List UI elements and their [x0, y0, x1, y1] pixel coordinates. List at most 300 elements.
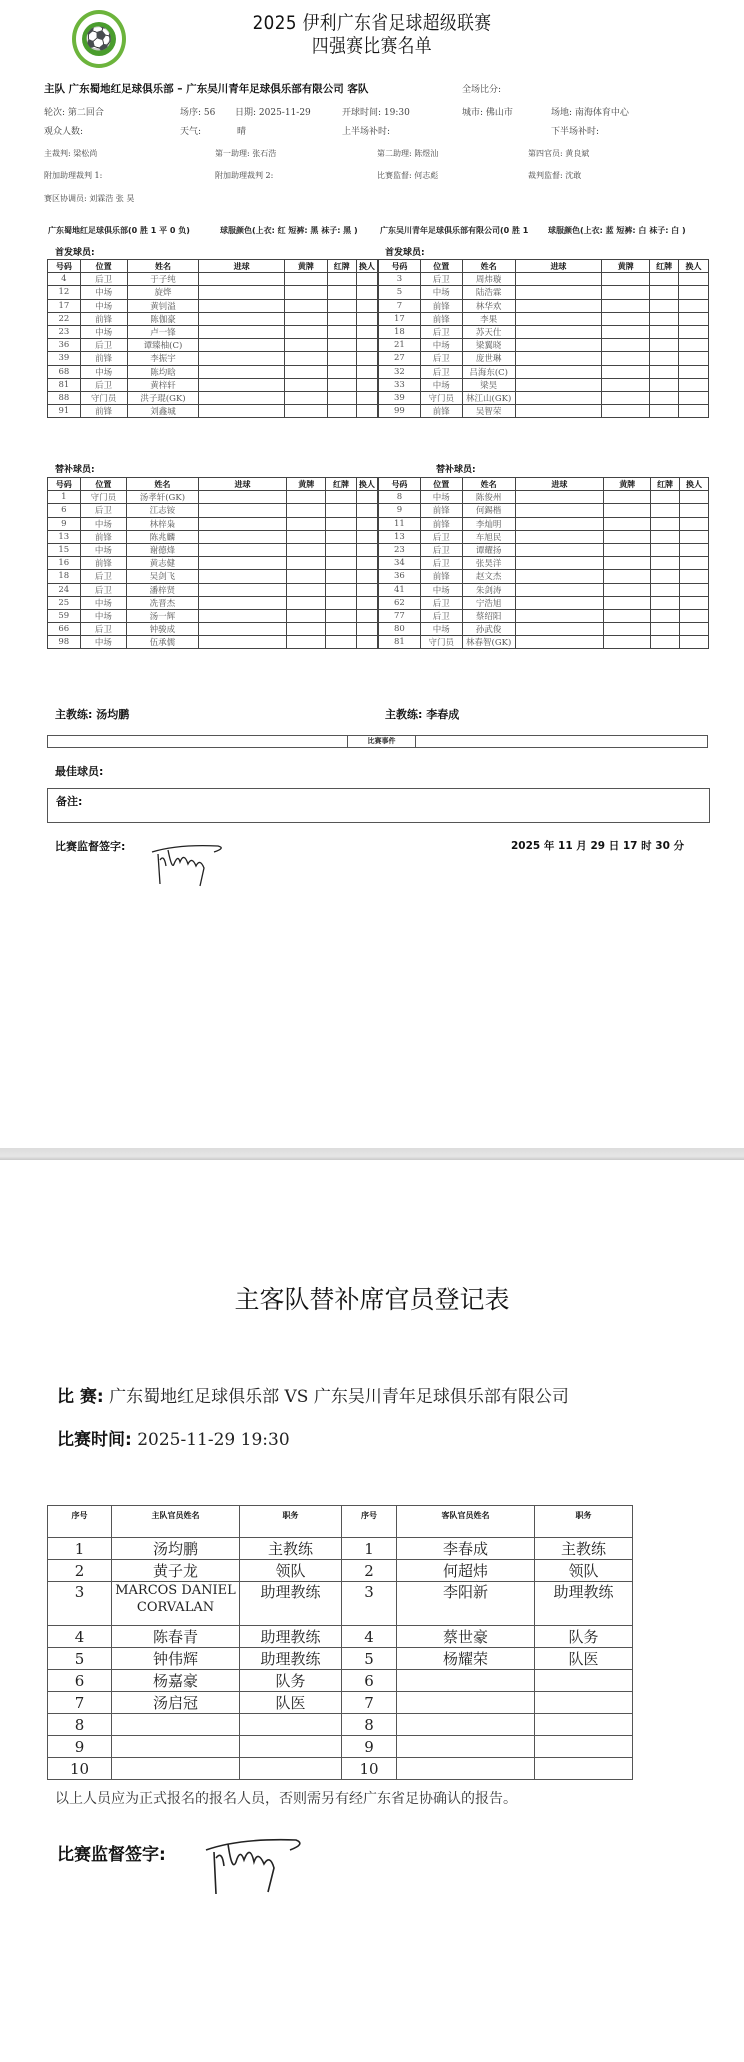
- yellow-cell: [284, 378, 327, 391]
- yellow-cell: [287, 623, 326, 636]
- sub-cell: [356, 504, 377, 517]
- round: 轮次: 第二回合: [44, 108, 104, 118]
- table-row: [48, 1648, 633, 1670]
- seq: 9: [48, 1736, 112, 1758]
- player-number: 68: [48, 365, 81, 378]
- goals-cell: [515, 352, 602, 365]
- player-position: 守门员: [420, 391, 462, 404]
- table-row: [379, 596, 709, 609]
- goals-cell: [515, 365, 602, 378]
- player-position: 中场: [420, 623, 462, 636]
- yellow-cell: [604, 583, 651, 596]
- col-goals: 进球: [515, 478, 604, 491]
- player-number: 24: [48, 583, 81, 596]
- player-name: 蔡绍阳: [462, 609, 515, 622]
- player-name: 吴剑飞: [127, 570, 199, 583]
- col-position: 位置: [80, 478, 127, 491]
- away-kit-colors: 球服颜色(上衣: 蓝 短裤: 白 袜子: 白 ): [548, 226, 686, 235]
- seq: 6: [48, 1670, 112, 1692]
- table-row: [48, 339, 378, 352]
- player-position: 后卫: [420, 273, 462, 286]
- red-cell: [650, 325, 679, 338]
- goals-cell: [515, 504, 604, 517]
- table-row: [48, 636, 378, 649]
- yellow-cell: [287, 543, 326, 556]
- goals-cell: [515, 530, 604, 543]
- red-cell: [327, 391, 356, 404]
- player-position: 前锋: [420, 299, 462, 312]
- goals-cell: [515, 378, 602, 391]
- sub-cell: [680, 596, 709, 609]
- red-cell: [326, 623, 357, 636]
- red-cell: [326, 530, 357, 543]
- player-position: 中场: [80, 286, 127, 299]
- player-name: 赵文杰: [462, 570, 515, 583]
- col-red: 红牌: [327, 260, 356, 273]
- table-row: [48, 1626, 633, 1648]
- col-number: 号码: [48, 478, 81, 491]
- home-role: 主教练: [240, 1538, 342, 1560]
- table-row: [379, 543, 709, 556]
- yellow-cell: [602, 286, 650, 299]
- col-seq-away: 序号: [342, 1506, 397, 1538]
- player-number: 3: [379, 273, 421, 286]
- first-half-added-time: 上半场补时:: [342, 127, 391, 137]
- match-no: 场序: 56: [180, 108, 216, 118]
- player-name: 李振宇: [127, 352, 199, 365]
- table-row: [379, 299, 709, 312]
- red-cell: [326, 636, 357, 649]
- sub-cell: [356, 557, 377, 570]
- col-position: 位置: [420, 478, 462, 491]
- goals-cell: [198, 530, 287, 543]
- match-value: 广东蜀地红足球俱乐部 VS 广东吴川青年足球俱乐部有限公司: [109, 1387, 569, 1407]
- away-role: 领队: [535, 1560, 633, 1582]
- player-position: 中场: [80, 543, 127, 556]
- goals-cell: [198, 504, 287, 517]
- player-position: 中场: [420, 583, 462, 596]
- table-row: [379, 325, 709, 338]
- red-cell: [650, 273, 679, 286]
- player-number: 62: [379, 596, 421, 609]
- red-cell: [327, 273, 356, 286]
- table-row: [379, 378, 709, 391]
- yellow-cell: [287, 491, 326, 504]
- table-row: [48, 312, 378, 325]
- home-official: 汤启冠: [112, 1692, 240, 1714]
- away-role: [535, 1736, 633, 1758]
- player-position: 中场: [80, 609, 127, 622]
- col-number: 号码: [379, 260, 421, 273]
- table-row: [48, 491, 378, 504]
- player-name: 潘梓贤: [127, 583, 199, 596]
- goals-cell: [515, 557, 604, 570]
- goals-cell: [515, 609, 604, 622]
- table-row: [379, 352, 709, 365]
- sub-cell: [356, 405, 377, 418]
- home-role: 助理教练: [240, 1648, 342, 1670]
- table-row: [48, 273, 378, 286]
- goals-cell: [199, 325, 284, 338]
- seq: 5: [342, 1648, 397, 1670]
- yellow-cell: [604, 517, 651, 530]
- sub-cell: [680, 636, 709, 649]
- player-name: 黄钊溢: [127, 299, 199, 312]
- sub-cell: [356, 273, 377, 286]
- yellow-cell: [287, 596, 326, 609]
- yellow-cell: [604, 557, 651, 570]
- player-position: 前锋: [80, 312, 127, 325]
- table-row: [48, 1692, 633, 1714]
- player-emblem-icon: ⚽: [82, 22, 116, 56]
- away-role: 助理教练: [535, 1582, 633, 1626]
- sub-cell: [680, 623, 709, 636]
- player-number: 91: [48, 405, 81, 418]
- bench-officials-page: [0, 1160, 744, 2062]
- red-cell: [650, 286, 679, 299]
- red-cell: [651, 557, 680, 570]
- away-role: [535, 1758, 633, 1780]
- yellow-cell: [604, 504, 651, 517]
- col-red: 红牌: [651, 478, 680, 491]
- player-position: 后卫: [420, 596, 462, 609]
- table-row: [379, 504, 709, 517]
- sub-cell: [680, 491, 709, 504]
- table-row: [48, 405, 378, 418]
- table-row: [379, 405, 709, 418]
- seq: 7: [48, 1692, 112, 1714]
- player-position: 后卫: [420, 609, 462, 622]
- home-head-coach: 主教练: 汤均鹏: [55, 708, 130, 721]
- home-starters-label: 首发球员:: [55, 248, 95, 258]
- yellow-cell: [284, 325, 327, 338]
- yellow-cell: [284, 365, 327, 378]
- away-role: [535, 1692, 633, 1714]
- away-official: 李春成: [397, 1538, 535, 1560]
- player-name: 张昊洋: [462, 557, 515, 570]
- player-name: 吕海东(C): [462, 365, 515, 378]
- player-number: 41: [379, 583, 421, 596]
- player-number: 34: [379, 557, 421, 570]
- player-position: 前锋: [80, 530, 127, 543]
- table-row: [48, 583, 378, 596]
- away-subs-label: 替补球员:: [436, 465, 476, 475]
- red-cell: [651, 504, 680, 517]
- home-role: 助理教练: [240, 1582, 342, 1626]
- away-official: 杨耀荣: [397, 1648, 535, 1670]
- player-name: 孙武俊: [462, 623, 515, 636]
- sub-cell: [680, 517, 709, 530]
- goals-cell: [199, 339, 284, 352]
- goals-cell: [198, 557, 287, 570]
- additional-ar-1: 附加助理裁判 1:: [44, 171, 103, 180]
- away-starters-label: 首发球员:: [385, 248, 425, 258]
- away-subs-table: [378, 477, 709, 649]
- player-number: 1: [48, 491, 81, 504]
- player-number: 17: [48, 299, 81, 312]
- table-row: [379, 312, 709, 325]
- player-number: 16: [48, 557, 81, 570]
- red-cell: [326, 596, 357, 609]
- player-position: 中场: [420, 286, 462, 299]
- table-row: [379, 530, 709, 543]
- player-position: 中场: [80, 596, 127, 609]
- home-official: [112, 1714, 240, 1736]
- seq: 8: [342, 1714, 397, 1736]
- table-row: [48, 504, 378, 517]
- yellow-cell: [602, 299, 650, 312]
- player-number: 39: [379, 391, 421, 404]
- player-position: 前锋: [420, 312, 462, 325]
- red-cell: [326, 543, 357, 556]
- red-cell: [650, 365, 679, 378]
- events-left-cell: [48, 736, 348, 747]
- yellow-cell: [602, 325, 650, 338]
- bench-officials-table: [47, 1505, 633, 1780]
- player-number: 18: [379, 325, 421, 338]
- yellow-cell: [284, 312, 327, 325]
- player-number: 33: [379, 378, 421, 391]
- away-official: [397, 1736, 535, 1758]
- sub-cell: [356, 596, 377, 609]
- player-name: 林春智(GK): [462, 636, 515, 649]
- player-position: 后卫: [420, 543, 462, 556]
- goals-cell: [515, 570, 604, 583]
- sub-cell: [679, 352, 709, 365]
- player-position: 守门员: [420, 636, 462, 649]
- away-role: 队务: [535, 1626, 633, 1648]
- red-cell: [327, 312, 356, 325]
- away-official: [397, 1714, 535, 1736]
- player-name: 陈伽豪: [127, 312, 199, 325]
- table-row: [379, 517, 709, 530]
- table-header-row: [48, 478, 378, 491]
- second-half-added-time: 下半场补时:: [551, 127, 600, 137]
- red-cell: [327, 325, 356, 338]
- table-row: [48, 596, 378, 609]
- match-time-value: 2025-11-29 19:30: [137, 1430, 290, 1450]
- assistant-referee-1: 第一助理: 张石浩: [215, 149, 277, 158]
- table-row: [48, 530, 378, 543]
- player-name: 林梓枭: [127, 517, 199, 530]
- col-yellow: 黄牌: [602, 260, 650, 273]
- table-row: [48, 570, 378, 583]
- match-commissioner: 比赛监督: 何志彪: [377, 171, 439, 180]
- player-number: 98: [48, 636, 81, 649]
- goals-cell: [199, 378, 284, 391]
- sub-cell: [356, 299, 377, 312]
- player-position: 中场: [420, 378, 462, 391]
- assistant-referee-2: 第二助理: 陈煜汕: [377, 149, 439, 158]
- player-name: 周炜璇: [462, 273, 515, 286]
- player-number: 25: [48, 596, 81, 609]
- player-number: 5: [379, 286, 421, 299]
- sub-cell: [356, 312, 377, 325]
- player-name: 卢一锋: [127, 325, 199, 338]
- col-name: 姓名: [127, 260, 199, 273]
- player-number: 36: [379, 570, 421, 583]
- col-red: 红牌: [326, 478, 357, 491]
- yellow-cell: [284, 391, 327, 404]
- goals-cell: [515, 596, 604, 609]
- sub-cell: [679, 365, 709, 378]
- seq: 4: [342, 1626, 397, 1648]
- sub-cell: [680, 583, 709, 596]
- col-yellow: 黄牌: [284, 260, 327, 273]
- player-number: 81: [379, 636, 421, 649]
- sub-cell: [679, 286, 709, 299]
- player-number: 77: [379, 609, 421, 622]
- away-official: [397, 1670, 535, 1692]
- sub-cell: [356, 623, 377, 636]
- table-header-row: [48, 260, 378, 273]
- player-name: 林华欢: [462, 299, 515, 312]
- away-official: [397, 1758, 535, 1780]
- goals-cell: [515, 405, 602, 418]
- player-name: 旋烨: [127, 286, 199, 299]
- table-row: [48, 325, 378, 338]
- yellow-cell: [284, 352, 327, 365]
- player-number: 6: [48, 504, 81, 517]
- sub-cell: [680, 530, 709, 543]
- sub-cell: [356, 517, 377, 530]
- home-official: [112, 1758, 240, 1780]
- player-position: 后卫: [80, 504, 127, 517]
- table-row: [48, 557, 378, 570]
- yellow-cell: [604, 543, 651, 556]
- goals-cell: [199, 405, 284, 418]
- sub-cell: [679, 378, 709, 391]
- goals-cell: [199, 391, 284, 404]
- sub-cell: [356, 636, 377, 649]
- home-role: [240, 1736, 342, 1758]
- sub-cell: [680, 609, 709, 622]
- col-sub: 换人: [679, 260, 709, 273]
- col-home-role: 职务: [240, 1506, 342, 1538]
- player-number: 17: [379, 312, 421, 325]
- seq: 8: [48, 1714, 112, 1736]
- table-header-row: [379, 260, 709, 273]
- sub-cell: [679, 299, 709, 312]
- seq: 4: [48, 1626, 112, 1648]
- best-player-label: 最佳球员:: [55, 765, 104, 778]
- kickoff-time: 开球时间: 19:30: [342, 108, 410, 118]
- col-yellow: 黄牌: [287, 478, 326, 491]
- table-row: [379, 557, 709, 570]
- home-official: 黄子龙: [112, 1560, 240, 1582]
- sub-cell: [356, 286, 377, 299]
- col-goals: 进球: [198, 478, 287, 491]
- yellow-cell: [287, 636, 326, 649]
- red-cell: [651, 517, 680, 530]
- player-position: 后卫: [420, 530, 462, 543]
- goals-cell: [198, 491, 287, 504]
- home-team-record: 广东蜀地红足球俱乐部(0 胜 1 平 0 负): [48, 226, 190, 235]
- table-row: [48, 378, 378, 391]
- commissioner-sign-label: 比赛监督签字:: [57, 1845, 166, 1865]
- player-number: 13: [379, 530, 421, 543]
- sub-cell: [356, 339, 377, 352]
- referee-assessor: 裁判监督: 沈敢: [528, 171, 582, 180]
- table-row: [379, 286, 709, 299]
- red-cell: [326, 583, 357, 596]
- red-cell: [327, 339, 356, 352]
- player-name: 汤孝轩(GK): [127, 491, 199, 504]
- red-cell: [651, 609, 680, 622]
- yellow-cell: [604, 570, 651, 583]
- player-position: 守门员: [80, 491, 127, 504]
- home-official: [112, 1736, 240, 1758]
- player-number: 39: [48, 352, 81, 365]
- yellow-cell: [287, 583, 326, 596]
- red-cell: [651, 596, 680, 609]
- away-head-coach: 主教练: 李春成: [385, 708, 460, 721]
- col-sub: 换人: [356, 478, 377, 491]
- player-name: 庞世琳: [462, 352, 515, 365]
- player-number: 13: [48, 530, 81, 543]
- col-name: 姓名: [462, 260, 515, 273]
- table-row: [48, 391, 378, 404]
- match-time-label: 比赛时间:: [57, 1430, 132, 1450]
- player-position: 后卫: [80, 623, 127, 636]
- player-name: 谢德烽: [127, 543, 199, 556]
- sub-cell: [356, 530, 377, 543]
- red-cell: [650, 378, 679, 391]
- red-cell: [326, 609, 357, 622]
- goals-cell: [515, 491, 604, 504]
- sign-datetime: 2025 年 11 月 29 日 17 时 30 分: [511, 840, 685, 852]
- player-number: 9: [379, 504, 421, 517]
- table-row: [379, 609, 709, 622]
- home-role: [240, 1714, 342, 1736]
- seq: 1: [342, 1538, 397, 1560]
- yellow-cell: [284, 299, 327, 312]
- sub-cell: [356, 491, 377, 504]
- player-position: 前锋: [420, 517, 462, 530]
- player-position: 守门员: [80, 391, 127, 404]
- sub-cell: [356, 352, 377, 365]
- player-name: 陈兆麟: [127, 530, 199, 543]
- yellow-cell: [602, 339, 650, 352]
- player-name: 何錫楷: [462, 504, 515, 517]
- player-position: 前锋: [80, 352, 127, 365]
- red-cell: [327, 378, 356, 391]
- match-events-bar: [47, 735, 708, 748]
- seq: 10: [48, 1758, 112, 1780]
- table-header-row: [48, 1506, 633, 1538]
- sub-cell: [356, 325, 377, 338]
- home-kit-colors: 球服颜色(上衣: 红 短裤: 黑 袜子: 黑 ): [220, 226, 358, 235]
- red-cell: [651, 543, 680, 556]
- player-position: 后卫: [80, 339, 127, 352]
- table-row: [379, 339, 709, 352]
- red-cell: [327, 405, 356, 418]
- player-position: 后卫: [420, 365, 462, 378]
- red-cell: [650, 405, 679, 418]
- red-cell: [327, 352, 356, 365]
- away-official: 何超炜: [397, 1560, 535, 1582]
- yellow-cell: [284, 286, 327, 299]
- venue-coordinator: 赛区协调员: 刘霖浩 张 昊: [44, 194, 135, 203]
- col-red: 红牌: [650, 260, 679, 273]
- red-cell: [650, 391, 679, 404]
- player-position: 后卫: [420, 325, 462, 338]
- table-row: [379, 491, 709, 504]
- additional-ar-2: 附加助理裁判 2:: [215, 171, 274, 180]
- away-role: [535, 1670, 633, 1692]
- player-number: 21: [379, 339, 421, 352]
- col-yellow: 黄牌: [604, 478, 651, 491]
